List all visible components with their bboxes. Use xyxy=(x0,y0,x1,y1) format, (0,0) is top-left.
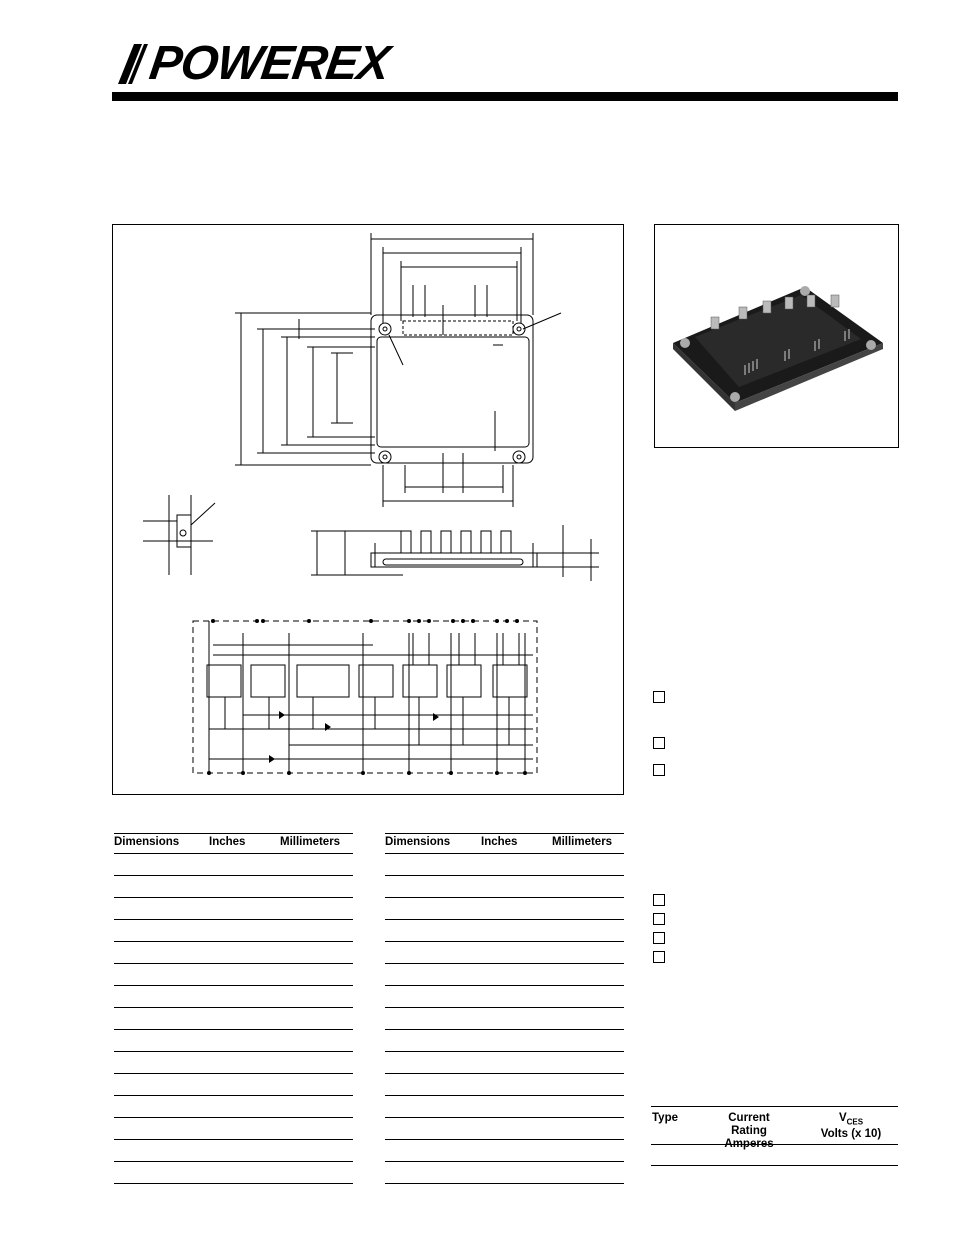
col-inches: Inches xyxy=(209,836,246,848)
table-header xyxy=(385,833,624,854)
product-photo-icon xyxy=(655,225,898,447)
col-type: Type xyxy=(652,1112,678,1124)
col-millimeters: Millimeters xyxy=(552,836,613,848)
vces-unit-label: Volts (x 10) xyxy=(820,1128,882,1141)
table-row xyxy=(385,1096,624,1118)
vces-label: $V_{CES}$ xyxy=(838,1112,864,1127)
col-dimensions: Dimensions xyxy=(385,836,451,848)
table-row xyxy=(114,1096,353,1118)
checkbox-icon xyxy=(653,737,665,749)
table-row xyxy=(385,1118,624,1140)
col-current-rating xyxy=(709,1112,789,1151)
table-rows xyxy=(114,854,353,1184)
table-row xyxy=(114,1162,353,1184)
table-row xyxy=(114,1074,353,1096)
type-table xyxy=(651,1106,898,1166)
product-photo-panel xyxy=(654,224,899,448)
outline-drawing-panel xyxy=(112,224,624,795)
table-rows xyxy=(385,854,624,1184)
table-row xyxy=(385,1030,624,1052)
table-row xyxy=(385,1162,624,1184)
table-row xyxy=(114,920,353,942)
table-row xyxy=(114,942,353,964)
table-row xyxy=(385,986,624,1008)
table-row xyxy=(385,964,624,986)
col-dimensions: Dimensions xyxy=(114,836,180,848)
table-row xyxy=(385,898,624,920)
outline-drawing-icon xyxy=(113,225,623,794)
header-rule xyxy=(112,92,898,101)
checkbox-icon xyxy=(653,764,665,776)
checkbox-icon xyxy=(653,894,665,906)
logo-text: POWEREX xyxy=(146,37,393,90)
table-row xyxy=(385,1008,624,1030)
table-row xyxy=(114,1118,353,1140)
current-rating-label: Current Rating xyxy=(728,1112,770,1137)
table-row xyxy=(114,898,353,920)
dimension-table-left xyxy=(114,833,353,1184)
table-row xyxy=(114,964,353,986)
dimension-table-right xyxy=(385,833,624,1184)
table-row xyxy=(114,1030,353,1052)
table-row xyxy=(114,1140,353,1162)
table-row xyxy=(114,986,353,1008)
table-row xyxy=(385,854,624,876)
circuit-diagram-icon xyxy=(207,621,533,773)
current-unit-label: Amperes xyxy=(724,1138,774,1150)
table-row xyxy=(385,920,624,942)
col-vces xyxy=(811,1112,891,1141)
table-row xyxy=(114,1052,353,1074)
checkbox-icon xyxy=(653,932,665,944)
col-inches: Inches xyxy=(481,836,518,848)
checkbox-icon xyxy=(653,951,665,963)
col-millimeters: Millimeters xyxy=(280,836,341,848)
table-divider xyxy=(651,1144,898,1145)
table-header xyxy=(114,833,353,854)
table-row xyxy=(385,942,624,964)
table-row xyxy=(385,1052,624,1074)
checkbox-icon xyxy=(653,691,665,703)
table-row xyxy=(114,876,353,898)
table-row xyxy=(385,1074,624,1096)
checkbox-icon xyxy=(653,913,665,925)
table-row xyxy=(114,1008,353,1030)
table-row xyxy=(385,1140,624,1162)
table-row xyxy=(385,876,624,898)
table-row xyxy=(114,854,353,876)
